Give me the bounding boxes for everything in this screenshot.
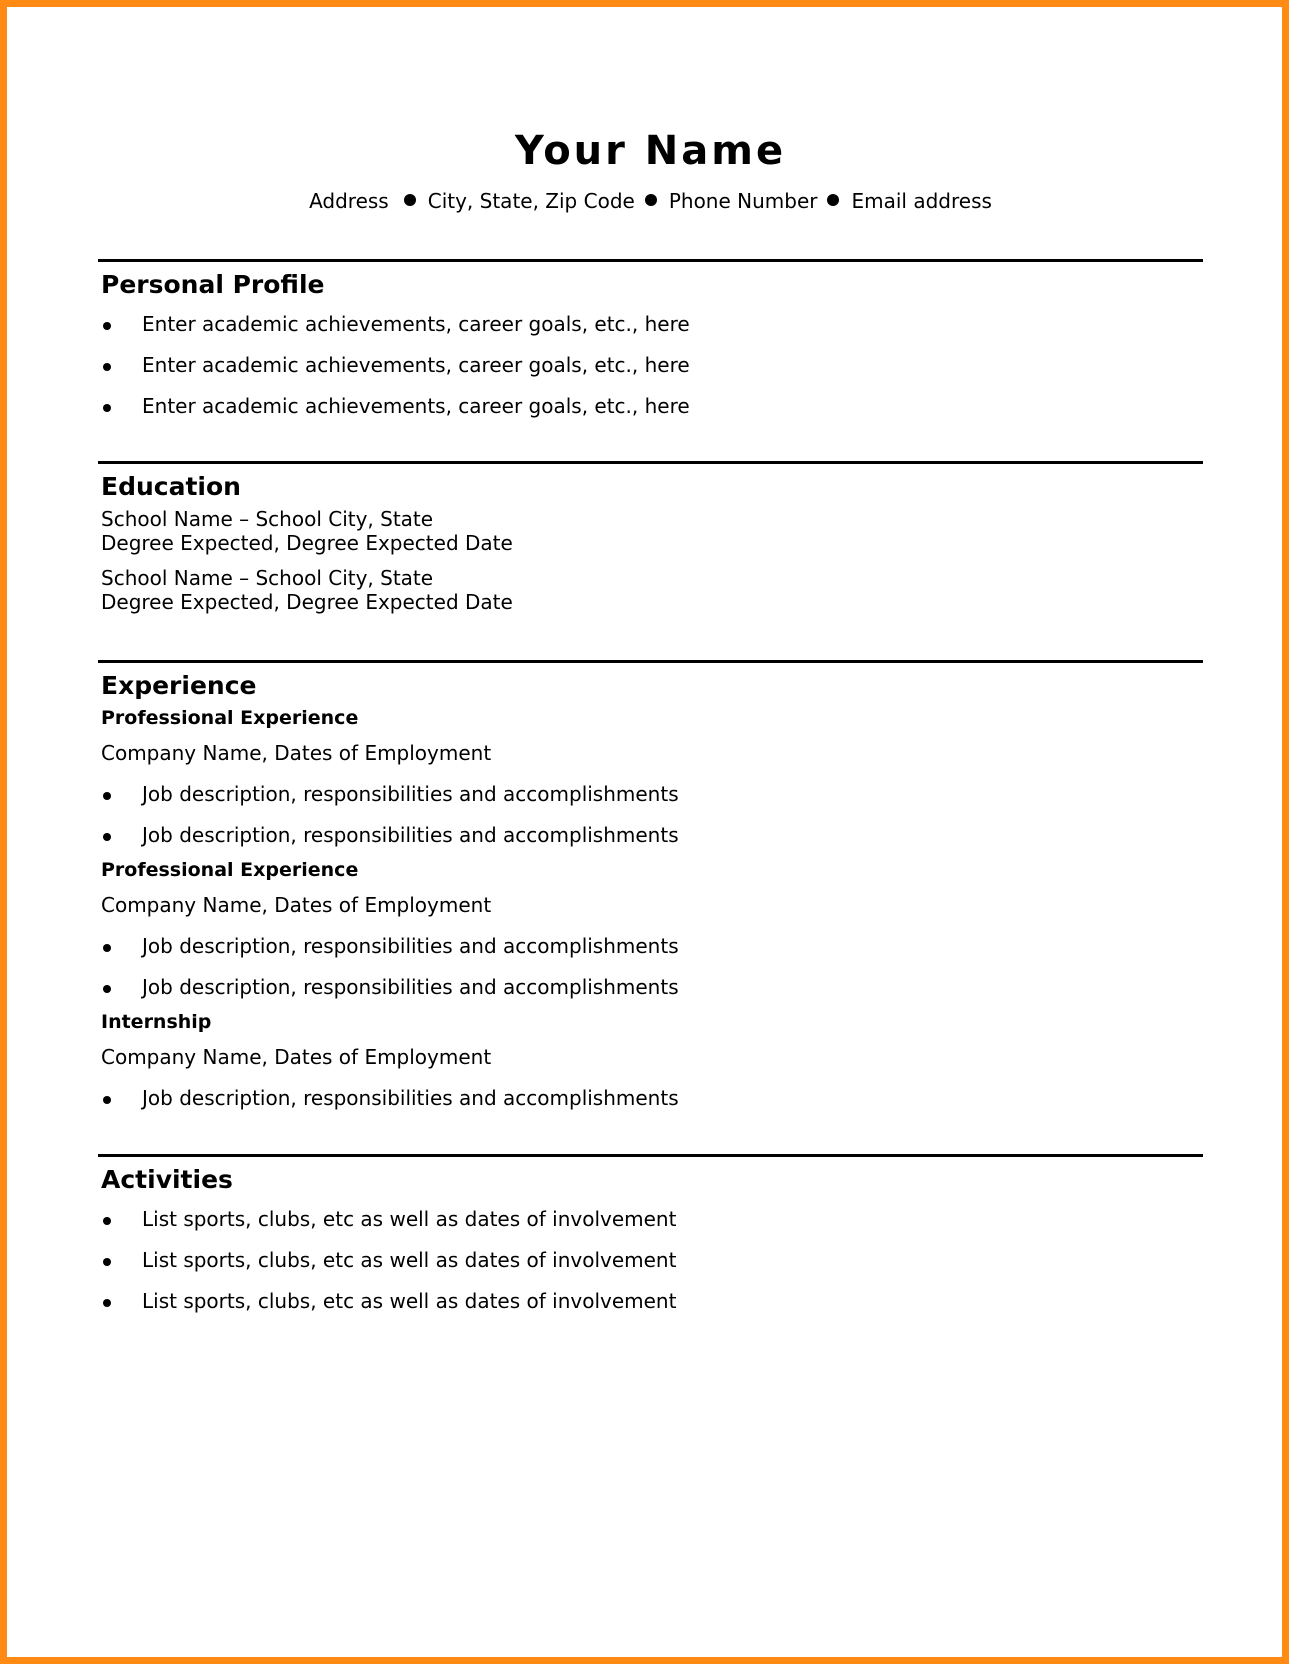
section-experience <box>98 660 1203 1110</box>
list-item-text: Enter academic achievements, career goals, etc., here <box>142 353 690 377</box>
list-item-text: Job description, responsibilities and accomplishments <box>142 1086 679 1110</box>
list-item-text: List sports, clubs, etc as well as dates of involvement <box>142 1289 677 1313</box>
list-item <box>101 1289 1203 1313</box>
section-title: Activities <box>101 1165 233 1194</box>
list-item-text: List sports, clubs, etc as well as dates of involvement <box>142 1207 677 1231</box>
company-line: Company Name, Dates of Employment <box>101 893 492 917</box>
contact-line <box>98 189 1203 213</box>
education-entry <box>98 507 1203 555</box>
list-item <box>101 1248 1203 1272</box>
list-item <box>101 782 1203 806</box>
bullet-icon <box>103 833 111 841</box>
resume-name: Your Name <box>514 128 787 174</box>
bullet-icon <box>103 944 111 952</box>
company-line: Company Name, Dates of Employment <box>101 1045 492 1069</box>
degree-line: Degree Expected, Degree Expected Date <box>101 531 513 555</box>
company-line: Company Name, Dates of Employment <box>101 741 492 765</box>
list-item <box>101 823 1203 847</box>
section-title: Experience <box>101 671 257 700</box>
section-title: Personal Profile <box>101 270 325 299</box>
bullet-icon <box>103 1299 111 1307</box>
list-item <box>101 975 1203 999</box>
job-heading: Internship <box>101 1011 212 1033</box>
contact-email: Email address <box>851 189 992 213</box>
education-entry <box>98 566 1203 614</box>
bullet-icon <box>103 1217 111 1225</box>
bullet-icon <box>103 363 111 371</box>
list-item-text: Enter academic achievements, career goals, etc., here <box>142 312 690 336</box>
section-personal-profile <box>98 259 1203 418</box>
separator-dot-icon <box>404 194 416 206</box>
job-entry <box>98 1010 1203 1110</box>
separator-dot-icon <box>645 194 657 206</box>
list-item <box>101 353 1203 377</box>
bullet-icon <box>103 1258 111 1266</box>
job-duties <box>98 1086 1203 1110</box>
list-item-text: Job description, responsibilities and accomplishments <box>142 782 679 806</box>
list-item-text: Job description, responsibilities and accomplishments <box>142 823 679 847</box>
school-line: School Name – School City, State <box>101 566 434 590</box>
list-item-text: Enter academic achievements, career goals, etc., here <box>142 394 690 418</box>
list-item-text: List sports, clubs, etc as well as dates of involvement <box>142 1248 677 1272</box>
activities-list <box>98 1207 1203 1313</box>
profile-list <box>98 312 1203 418</box>
resume-page <box>98 128 1203 1313</box>
contact-address: Address <box>309 189 389 213</box>
bullet-icon <box>103 404 111 412</box>
separator-dot-icon <box>827 194 839 206</box>
bullet-icon <box>103 792 111 800</box>
job-heading: Professional Experience <box>101 707 359 729</box>
list-item <box>101 1207 1203 1231</box>
bullet-icon <box>103 322 111 330</box>
list-item <box>101 934 1203 958</box>
section-education <box>98 461 1203 614</box>
bullet-icon <box>103 985 111 993</box>
job-heading: Professional Experience <box>101 859 359 881</box>
school-line: School Name – School City, State <box>101 507 434 531</box>
list-item <box>101 312 1203 336</box>
job-duties <box>98 782 1203 847</box>
contact-city: City, State, Zip Code <box>427 189 635 213</box>
list-item <box>101 1086 1203 1110</box>
job-entry <box>98 858 1203 999</box>
list-item-text: Job description, responsibilities and accomplishments <box>142 934 679 958</box>
section-activities <box>98 1154 1203 1313</box>
degree-line: Degree Expected, Degree Expected Date <box>101 590 513 614</box>
job-entry <box>98 706 1203 847</box>
contact-phone: Phone Number <box>668 189 818 213</box>
list-item-text: Job description, responsibilities and accomplishments <box>142 975 679 999</box>
bullet-icon <box>103 1096 111 1104</box>
section-title: Education <box>101 472 241 501</box>
job-duties <box>98 934 1203 999</box>
list-item <box>101 394 1203 418</box>
